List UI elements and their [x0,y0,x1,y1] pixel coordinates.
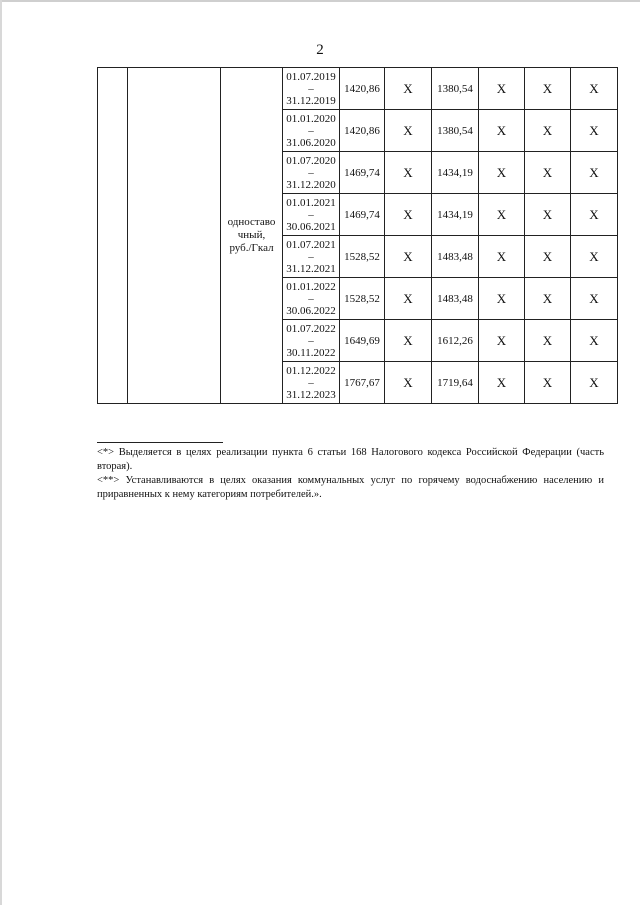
x-mark-cell: X [479,152,525,194]
period-end: 31.06.2020 [286,136,336,149]
dash: – [308,250,314,263]
tariff-value-cell: 1420,86 [340,68,385,110]
period-end: 30.06.2022 [286,304,336,317]
dash: – [308,292,314,305]
tariff-value-cell: 1767,67 [340,362,385,404]
x-mark-cell: X [525,320,571,362]
x-mark-cell: X [479,278,525,320]
period-end: 31.12.2020 [286,178,336,191]
tariff-value-cell: 1612,26 [432,320,479,362]
dash: – [308,376,314,389]
dash: – [308,82,314,95]
x-mark-cell: X [525,194,571,236]
x-mark-cell: X [571,236,618,278]
x-mark-cell: X [525,362,571,404]
x-mark-cell: X [571,110,618,152]
x-mark-cell: X [571,194,618,236]
tariff-value-cell: 1420,86 [340,110,385,152]
period-cell [283,320,340,362]
period-cell [283,110,340,152]
x-mark-cell: X [571,278,618,320]
x-mark-cell: X [385,68,432,110]
x-mark-cell: X [385,110,432,152]
x-mark-cell: X [385,278,432,320]
period-start: 01.07.2021 [286,238,336,251]
x-mark-cell: X [479,320,525,362]
tariff-value-cell: 1528,52 [340,278,385,320]
period-start: 01.01.2022 [286,280,336,293]
tariff-value-cell: 1434,19 [432,194,479,236]
empty-category-cell [128,68,221,404]
period-end: 30.11.2022 [286,346,336,359]
tariff-value-cell: 1719,64 [432,362,479,404]
tariff-value-cell: 1483,48 [432,236,479,278]
period-end: 31.12.2019 [286,94,336,107]
table-row [98,68,618,110]
footnotes [97,446,604,502]
period-cell [283,152,340,194]
period-start: 01.07.2022 [286,322,336,335]
period-start: 01.01.2021 [286,196,336,209]
dash: – [308,166,314,179]
x-mark-cell: X [525,68,571,110]
tariff-value-cell: 1434,19 [432,152,479,194]
x-mark-cell: X [479,236,525,278]
x-mark-cell: X [479,194,525,236]
footnote-separator [97,442,223,443]
tariff-value-cell: 1528,52 [340,236,385,278]
x-mark-cell: X [525,236,571,278]
x-mark-cell: X [571,320,618,362]
period-cell [283,236,340,278]
dash: – [308,208,314,221]
period-cell [283,278,340,320]
period-end: 31.12.2021 [286,262,336,275]
tariff-value-cell: 1380,54 [432,68,479,110]
tariff-table-body [98,68,618,404]
x-mark-cell: X [385,152,432,194]
x-mark-cell: X [571,152,618,194]
period-cell [283,362,340,404]
scan-edge-left [0,0,2,905]
unit-label: одноставо чный, руб./Гкал [227,216,276,254]
period-cell [283,68,340,110]
tariff-value-cell: 1483,48 [432,278,479,320]
tariff-value-cell: 1649,69 [340,320,385,362]
x-mark-cell: X [571,362,618,404]
dash: – [308,124,314,137]
x-mark-cell: X [479,68,525,110]
x-mark-cell: X [385,236,432,278]
scan-edge-top [0,0,640,2]
empty-number-cell [98,68,128,404]
x-mark-cell: X [525,152,571,194]
tariff-value-cell: 1469,74 [340,194,385,236]
period-start: 01.01.2020 [286,112,336,125]
x-mark-cell: X [479,110,525,152]
tariff-value-cell: 1380,54 [432,110,479,152]
tariff-table [97,67,618,404]
x-mark-cell: X [385,362,432,404]
x-mark-cell: X [385,320,432,362]
tariff-value-cell: 1469,74 [340,152,385,194]
footnote-1: <*> Выделяется в целях реализации пункта 6 статьи 168 Налогового кодекса Российской Федерации (часть вторая). [97,447,604,472]
period-start: 01.07.2020 [286,154,336,167]
x-mark-cell: X [385,194,432,236]
x-mark-cell: X [525,278,571,320]
period-cell [283,194,340,236]
footnote-2: <**> Устанавливаются в целях оказания коммунальных услуг по горячему водоснабжению населению и приравненных к нему категориям потребителей.». [97,475,604,500]
unit-cell [221,68,283,404]
period-start: 01.07.2019 [286,70,336,83]
x-mark-cell: X [479,362,525,404]
period-end: 30.06.2021 [286,220,336,233]
page-number: 2 [316,42,324,58]
x-mark-cell: X [525,110,571,152]
x-mark-cell: X [571,68,618,110]
period-start: 01.12.2022 [286,364,336,377]
period-end: 31.12.2023 [286,388,336,401]
dash: – [308,334,314,347]
